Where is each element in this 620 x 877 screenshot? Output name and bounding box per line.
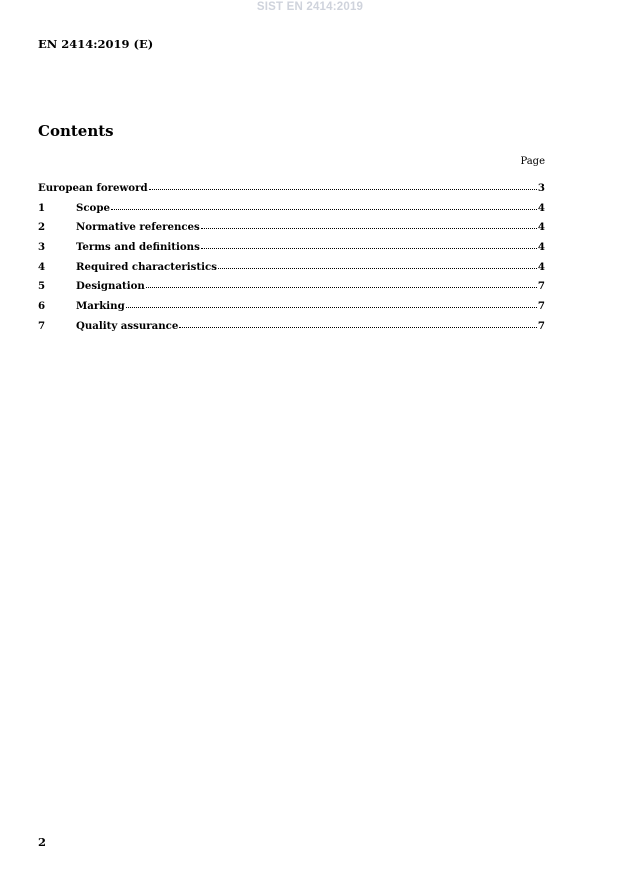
dot-leader [146,278,537,288]
toc-entry-label: Normative references [76,221,200,234]
toc-entry-normative-references[interactable] [38,220,545,240]
document-id: EN 2414:2019 (E) [38,37,154,51]
toc-entry-number: 5 [38,280,46,293]
toc-entry-page: 4 [537,260,545,273]
toc-entry-number: 2 [38,221,46,234]
dot-leader [179,318,537,328]
toc-entry-required-characteristics[interactable] [38,260,545,280]
toc-entry-label: Scope [76,201,110,214]
toc-entry-number: 3 [38,241,46,254]
toc-entry-page: 7 [537,280,545,293]
toc-entry-page: 7 [537,300,545,313]
dot-leader [201,219,537,229]
dot-leader [126,298,537,308]
toc-entry-quality-assurance[interactable] [38,319,545,339]
toc-entry-page: 4 [537,221,545,234]
toc-entry-number: 7 [38,319,46,332]
toc-entry-number: 4 [38,260,46,273]
toc-entry-marking[interactable] [38,299,545,319]
watermark: SIST EN 2414:2019 [256,1,364,13]
dot-leader [201,239,537,249]
toc-entry-designation[interactable] [38,279,545,299]
toc-entry-label: Quality assurance [76,319,179,332]
dot-leader [111,200,537,210]
toc-entry-number: 1 [38,201,46,214]
toc-entry-scope[interactable] [38,201,545,221]
toc-entry-label: European foreword [38,182,148,194]
toc-entry-number: 6 [38,300,46,313]
toc-entry-page: 7 [537,319,545,332]
table-of-contents [38,181,545,339]
toc-entry-terms-and-definitions[interactable] [38,240,545,260]
page-column-label: Page [520,156,545,167]
toc-entry-label: Marking [76,300,125,313]
toc-entry-label: Terms and definitions [76,241,200,254]
dot-leader [149,180,537,190]
toc-entry-label: Required characteristics [76,260,217,273]
toc-entry-label: Designation [76,280,145,293]
toc-entry-foreword[interactable] [38,181,545,201]
contents-title: Contents [38,122,114,140]
page-number: 2 [38,835,47,849]
toc-entry-page: 4 [537,241,545,254]
dot-leader [218,259,537,269]
toc-entry-page: 4 [537,201,545,214]
toc-entry-page: 3 [537,182,545,194]
